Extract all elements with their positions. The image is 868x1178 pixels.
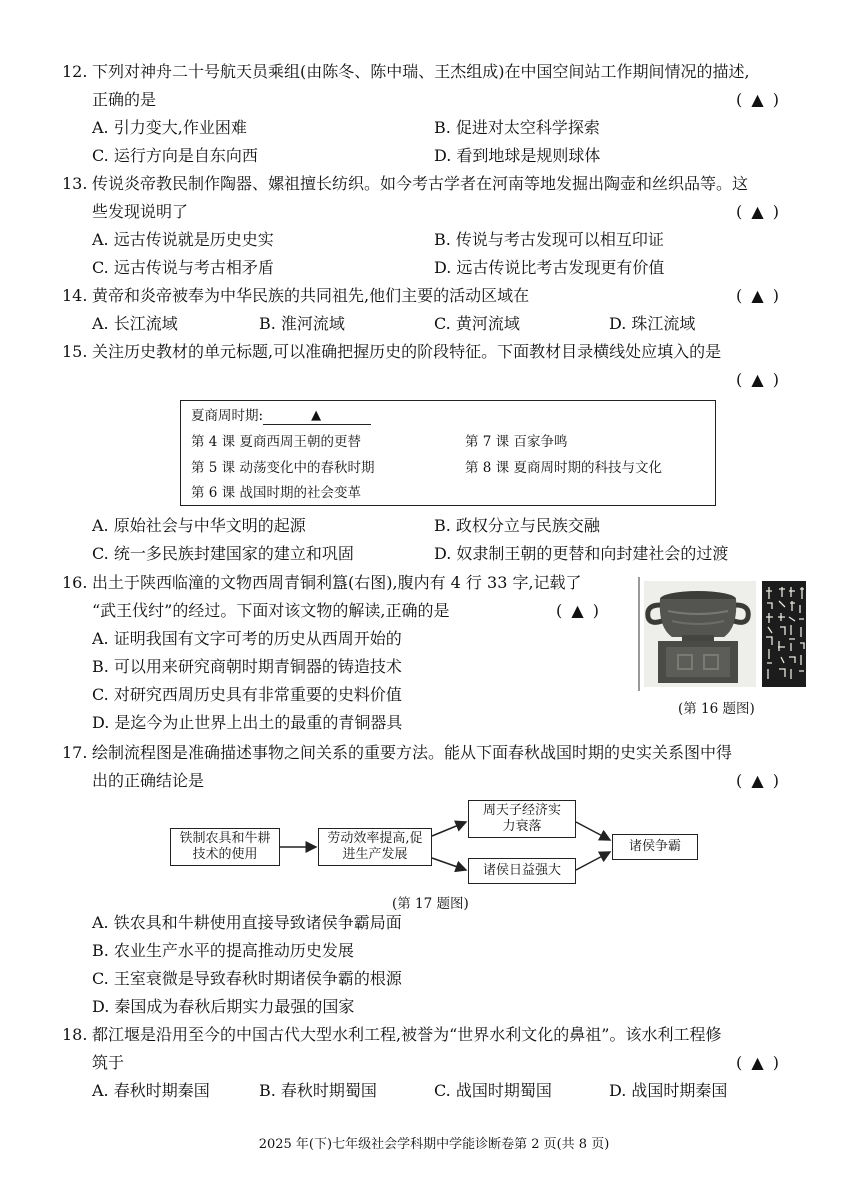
flow-box-hegemony — [612, 834, 698, 860]
answer-blank: ( ▲ ) — [736, 90, 781, 109]
toc-lesson-5: 第 5 课 动荡变化中的春秋时期 — [191, 460, 375, 476]
question-stem: 出土于陕西临潼的文物西周青铜利簋(右图),腹内有 4 行 33 字,记载了 — [92, 573, 582, 592]
option-d: D. 看到地球是规则球体 — [434, 146, 601, 165]
option-c: C. 战国时期蜀国 — [434, 1081, 552, 1100]
option-b: B. 春秋时期蜀国 — [259, 1081, 377, 1100]
answer-blank: ( ▲ ) — [736, 1053, 781, 1072]
option-c: C. 王室衰微是导致春秋时期诸侯争霸的根源 — [92, 969, 402, 988]
option-d: D. 奴隶制王朝的更替和向封建社会的过渡 — [434, 544, 729, 563]
option-c: C. 远古传说与考古相矛盾 — [92, 258, 274, 277]
flow-box-zhou-decline-label: 周天子经济实力衰落 — [483, 803, 562, 834]
question-stem: 绘制流程图是准确描述事物之间关系的重要方法。能从下面春秋战国时期的史实关系图中得 — [92, 743, 733, 762]
flow-box-productivity-label: 劳动效率提高,促进生产发展 — [327, 831, 423, 862]
toc-lesson-4: 第 4 课 夏商西周王朝的更替 — [191, 434, 361, 450]
toc-lesson-7: 第 7 课 百家争鸣 — [465, 434, 568, 450]
option-a: A. 春秋时期秦国 — [92, 1081, 210, 1100]
option-a: A. 原始社会与中华文明的起源 — [92, 516, 306, 535]
question-stem: 黄帝和炎帝被奉为中华民族的共同祖先,他们主要的活动区域在 — [92, 286, 530, 305]
toc-lesson-8: 第 8 课 夏商周时期的科技与文化 — [465, 460, 662, 476]
toc-heading: 夏商周时期: — [191, 408, 264, 424]
toc-blank-mark: ▲ — [311, 408, 322, 423]
option-a: A. 铁农具和牛耕使用直接导致诸侯争霸局面 — [92, 913, 402, 932]
flow-box-iron-tools-label: 铁制农具和牛耕技术的使用 — [179, 831, 271, 862]
option-d: D. 战国时期秦国 — [609, 1081, 728, 1100]
question-number: 16. — [62, 573, 88, 592]
question-number: 18. — [62, 1025, 88, 1044]
option-b: B. 政权分立与民族交融 — [434, 516, 600, 535]
option-a: A. 引力变大,作业困难 — [92, 118, 247, 137]
page-footer: 2025 年(下)七年级社会学科期中学能诊断卷第 2 页(共 8 页) — [258, 1137, 610, 1152]
option-a: A. 远古传说就是历史史实 — [92, 230, 274, 249]
answer-blank: ( ▲ ) — [736, 771, 781, 790]
option-d: D. 秦国成为春秋后期实力最强的国家 — [92, 997, 355, 1016]
option-b: B. 农业生产水平的提高推动历史发展 — [92, 941, 354, 960]
question-stem: 下列对神舟二十号航天员乘组(由陈冬、陈中瑞、王杰组成)在中国空间站工作期间情况的描述, — [92, 62, 750, 81]
question-number: 13. — [62, 174, 88, 193]
figure-16-caption: (第 16 题图) — [678, 701, 755, 717]
answer-blank: ( ▲ ) — [736, 202, 781, 221]
option-b: B. 淮河流域 — [259, 314, 345, 333]
question-stem: 传说炎帝教民制作陶器、嫘祖擅长纺织。如今考古学者在河南等地发掘出陶壶和丝织品等。这 — [92, 174, 749, 193]
question-number: 17. — [62, 743, 88, 762]
flow-box-lords-stronger — [468, 858, 576, 884]
option-a: A. 长江流域 — [92, 314, 178, 333]
option-d: D. 远古传说比考古发现更有价值 — [434, 258, 665, 277]
question-number: 14. — [62, 286, 88, 305]
question-stem-cont: “武王伐纣”的经过。下面对该文物的解读,正确的是 — [92, 601, 450, 620]
option-c: C. 黄河流域 — [434, 314, 520, 333]
question-stem-cont: 些发现说明了 — [92, 202, 189, 221]
flow-box-iron-tools — [170, 828, 280, 866]
option-b: B. 传说与考古发现可以相互印证 — [434, 230, 664, 249]
option-c: C. 运行方向是自东向西 — [92, 146, 258, 165]
flow-box-lords-stronger-label: 诸侯日益强大 — [482, 863, 561, 878]
figure-17-caption: (第 17 题图) — [392, 896, 469, 912]
question-stem-cont: 出的正确结论是 — [92, 771, 205, 790]
option-c: C. 统一多民族封建国家的建立和巩固 — [92, 544, 354, 563]
answer-blank: ( ▲ ) — [736, 370, 781, 389]
option-d: D. 珠江流域 — [609, 314, 696, 333]
option-d: D. 是迄今为止世界上出土的最重的青铜器具 — [92, 713, 403, 732]
question-stem: 关注历史教材的单元标题,可以准确把握历史的阶段特征。下面教材目录横线处应填入的是 — [92, 342, 722, 361]
flow-box-zhou-decline — [468, 800, 576, 838]
question-stem-cont: 筑于 — [92, 1053, 125, 1072]
option-a: A. 证明我国有文字可考的历史从西周开始的 — [92, 629, 402, 648]
question-number: 15. — [62, 342, 88, 361]
option-b: B. 促进对太空科学探索 — [434, 118, 600, 137]
answer-blank: ( ▲ ) — [556, 601, 601, 620]
toc-lesson-6: 第 6 课 战国时期的社会变革 — [191, 485, 361, 501]
flow-box-hegemony-label: 诸侯争霸 — [628, 839, 681, 854]
option-b: B. 可以用来研究商朝时期青铜器的铸造技术 — [92, 657, 402, 676]
question-number: 12. — [62, 62, 88, 81]
option-c: C. 对研究西周历史具有非常重要的史料价值 — [92, 685, 402, 704]
answer-blank: ( ▲ ) — [736, 286, 781, 305]
question-stem: 都江堰是沿用至今的中国古代大型水利工程,被誉为“世界水利文化的鼻祖”。该水利工程修 — [92, 1025, 722, 1044]
question-stem-cont: 正确的是 — [92, 90, 157, 109]
flow-box-productivity — [318, 828, 432, 866]
